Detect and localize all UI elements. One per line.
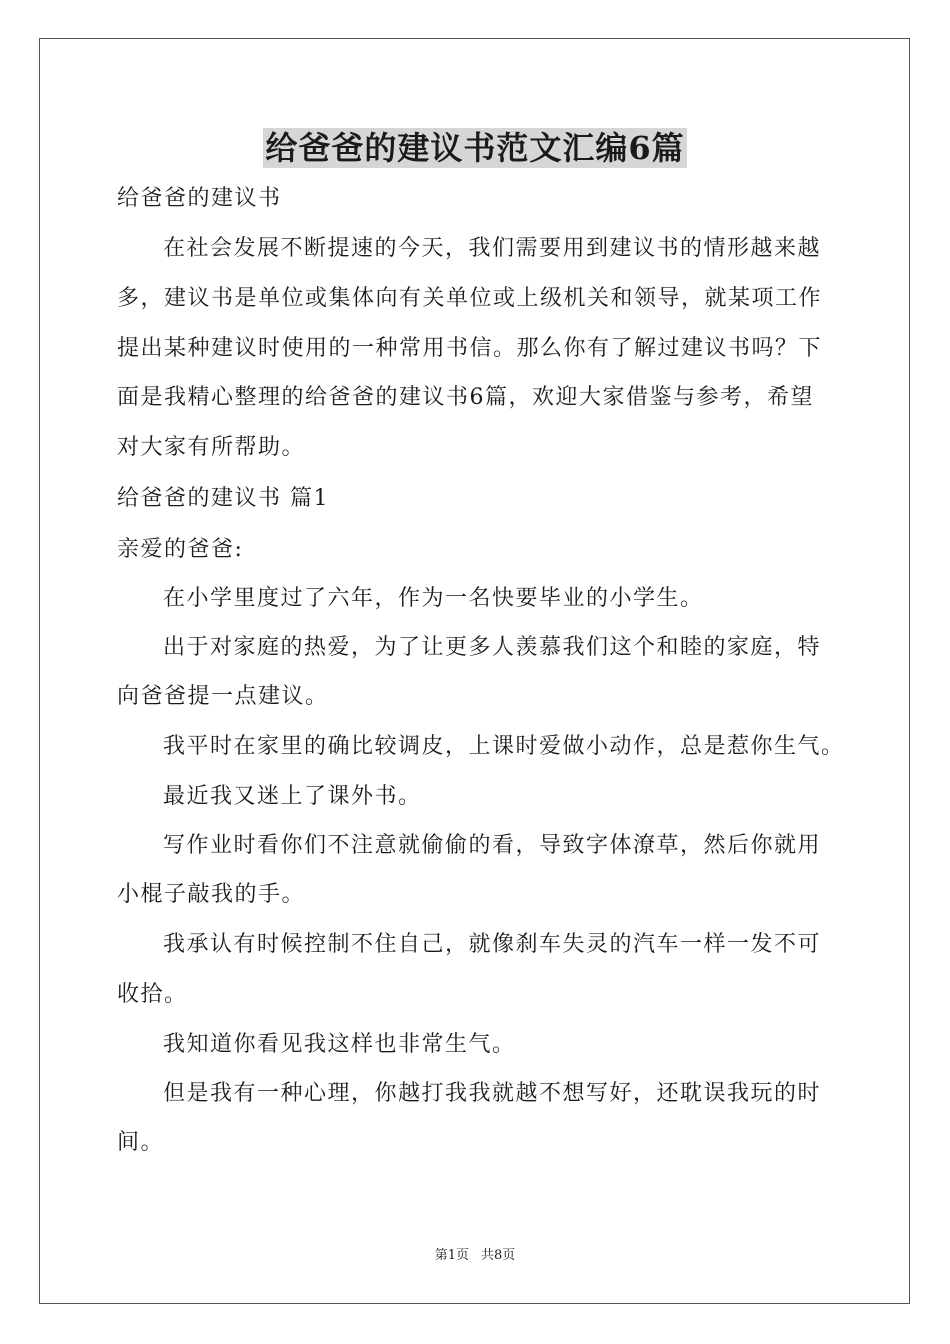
body-paragraph-line: 我知道你看见我这样也非常生气。 — [163, 1032, 516, 1057]
intro-paragraph-line: 面是我精心整理的给爸爸的建议书6篇，欢迎大家借鉴与参考，希望 — [117, 385, 814, 410]
intro-paragraph-line: 提出某种建议时使用的一种常用书信。那么你有了解过建议书吗？下 — [117, 336, 823, 361]
body-paragraph-line: 我平时在家里的确比较调皮，上课时爱做小动作，总是惹你生气。 — [163, 734, 845, 759]
intro-paragraph-line: 在社会发展不断提速的今天，我们需要用到建议书的情形越来越 — [163, 236, 822, 261]
intro-paragraph-line: 多，建议书是单位或集体向有关单位或上级机关和领导，就某项工作 — [117, 286, 823, 311]
article-heading: 给爸爸的建议书 篇1 — [117, 486, 329, 511]
body-paragraph-line: 但是我有一种心理，你越打我我就越不想写好，还耽误我玩的时 — [163, 1081, 822, 1106]
body-paragraph-line: 收拾。 — [117, 982, 188, 1007]
body-paragraph-line: 最近我又迷上了课外书。 — [163, 784, 422, 809]
intro-paragraph-line: 对大家有所帮助。 — [117, 435, 306, 460]
page-footer — [0, 1244, 950, 1263]
page-number: 第1页 — [434, 1248, 469, 1263]
page-border — [39, 38, 910, 1304]
body-paragraph-line: 小棍子敲我的手。 — [117, 882, 306, 907]
salutation: 亲爱的爸爸: — [117, 537, 244, 562]
body-paragraph-line: 在小学里度过了六年，作为一名快要毕业的小学生。 — [163, 586, 704, 611]
document-title: 给爸爸的建议书范文汇编6篇 — [265, 129, 685, 167]
body-paragraph-line: 我承认有时候控制不住自己，就像刹车失灵的汽车一样一发不可 — [163, 932, 822, 957]
total-pages: 共8页 — [481, 1248, 516, 1263]
title-container — [0, 128, 950, 168]
body-paragraph-line: 向爸爸提一点建议。 — [117, 684, 329, 709]
body-paragraph-line: 出于对家庭的热爱，为了让更多人羡慕我们这个和睦的家庭，特 — [163, 635, 822, 660]
section-heading: 给爸爸的建议书 — [117, 186, 282, 211]
body-paragraph-line: 间。 — [117, 1130, 165, 1155]
body-paragraph-line: 写作业时看你们不注意就偷偷的看，导致字体潦草，然后你就用 — [163, 833, 822, 858]
